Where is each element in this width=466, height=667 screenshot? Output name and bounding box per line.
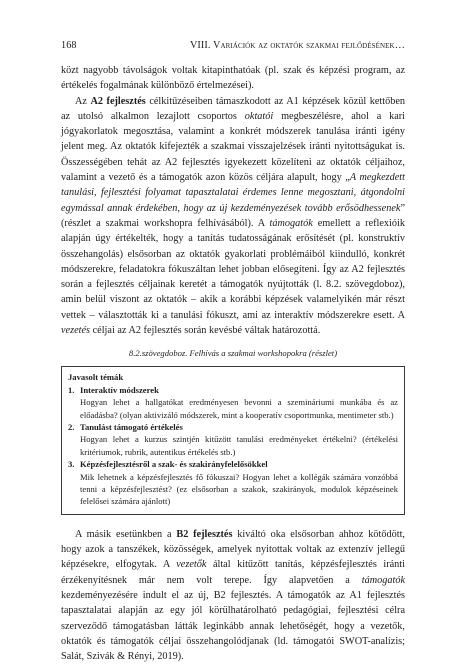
paragraph-continuation: közt nagyobb távolságok voltak kitapinthatóak (pl. szak és képzési program, az értékelés fogalmának különböző értelmezései). (61, 65, 405, 92)
item-description: Hogyan lehet a kurzus szintjén kitűzött tanulási eredményeket értékelni? (értékelési kritériumok, rubrik, autentikus értékelés stb.) (80, 434, 398, 457)
item-number: 3. (68, 459, 75, 470)
item-description: Mik lehetnek a képzésfejlesztés fő fókuszai? Hogyan lehet a kollégák számára vonzóbbá tenni a képzésfejlesztést? (ez elsősorban a szakok, szakirányok, modulok képzéseinek felelősei számára ajánlott) (80, 471, 398, 507)
item-number: 1. (68, 384, 75, 395)
textbox-item-2 (68, 421, 398, 433)
item-number: 2. (68, 421, 75, 432)
paragraph-a2-fejlesztes: Az A2 fejlesztés célkitűzéseiben támaszkodott az A1 képzések közül kettőben az utolsó alkalmon lezajlott csoportos oktatói megbeszélésre, ahol a kari jógyakorlatok megosztása, valamint a konkrét módszerek tanulása iránti igény jelent meg. Az oktatók kifejezték a szakmai visszajelzések iránti nyitottságukat is. Összességében tehát az A2 fejlesztés igyekezett közelíteni az oktatók céljaihoz, valamint a vezető és a támogatók azon közös céljára alapult, hogy „A megkezdett tanulási, fejlesztési folyamat tapasztalatai érdemes lenne megosztani, átgondolni egymással annak érdekében, hogy az új kezdeményezések tovább erősödhessenek” (részlet a szakmai workshopra felhívásából). A támogatók emellett a reflexióik alapján úgy értékelték, hogy a tanítás tudatosságának erősítését (pl. konstruktív összehangolás) elsősorban az oktatók gyakorlati problémáiból kiindulló, konkrét módszerekre, feladatokra fókuszáltan lehet jobban elősegíteni. Így az A2 fejlesztés során a fejlesztés céljainak keretét a támogatók nyújtották (l. 8.2. szövegdoboz), amin belül viszont az oktatók – akik a korábbi képzések valamelyikén már részt vettek – választották ki a tanulási fókuszt, ami az interaktív módszerekre esett. A vezetés céljai az A2 fejlesztés során kevésbé váltak határozottá. (61, 95, 406, 337)
chapter-title: VIII. Variációk az oktatók szakmai fejlődésének… (189, 40, 405, 51)
item-description: Hogyan lehet a hallgatókat eredményesen bevonni a szemináriumi munkába és az előadásba? (olyan aktivizáló módszerek, mint a kooperatív csoportmunka, mentimeter stb.) (80, 397, 398, 420)
textbox-title: Javasolt témák (68, 372, 124, 383)
item-label: Képzésfejlesztésről a szak- és szakirányfelelősökkel (80, 459, 268, 470)
textbox-caption: 8.2.szövegdoboz. Felhívás a szakmai workshopokra (részlet) (128, 348, 338, 359)
textbox-item-3 (68, 458, 398, 470)
page-number: 168 (61, 40, 77, 51)
running-header (61, 40, 405, 51)
textbox-8-2 (61, 366, 405, 514)
paragraph-b2-fejlesztes: A másik esetünkben a B2 fejlesztés kiváltó oka elsősorban ahhoz kötődött, hogy azok a tanszékek, közösségek, amelyek nyitottak voltak az extenzív jellegű képzésekre, elfogytak. A vezetők által kitűzött tanítás, képzésfejlesztés iránti érzékenyítésnek már nem volt terepe. Így alapvetően a támogatók kezdeményezésére indult el az új, B2 fejlesztés. A támogatók az A1 fejlesztés tapasztalatai alapján az egy jól körülhatárolható pedagógiai, fejlesztési célra szerveződő támogatásban látták leginkább annak lehetőségét, hogy a vezetők, oktatók és támogatók céljai összehangolódjanak (ld. támogatói SWOT-analízis; Salát, Szivák & Rényi, 2019). (61, 528, 405, 663)
item-label: Tanulást támogató értékelés (80, 421, 183, 432)
textbox-item-1 (68, 384, 398, 396)
item-label: Interaktív módszerek (80, 384, 159, 395)
